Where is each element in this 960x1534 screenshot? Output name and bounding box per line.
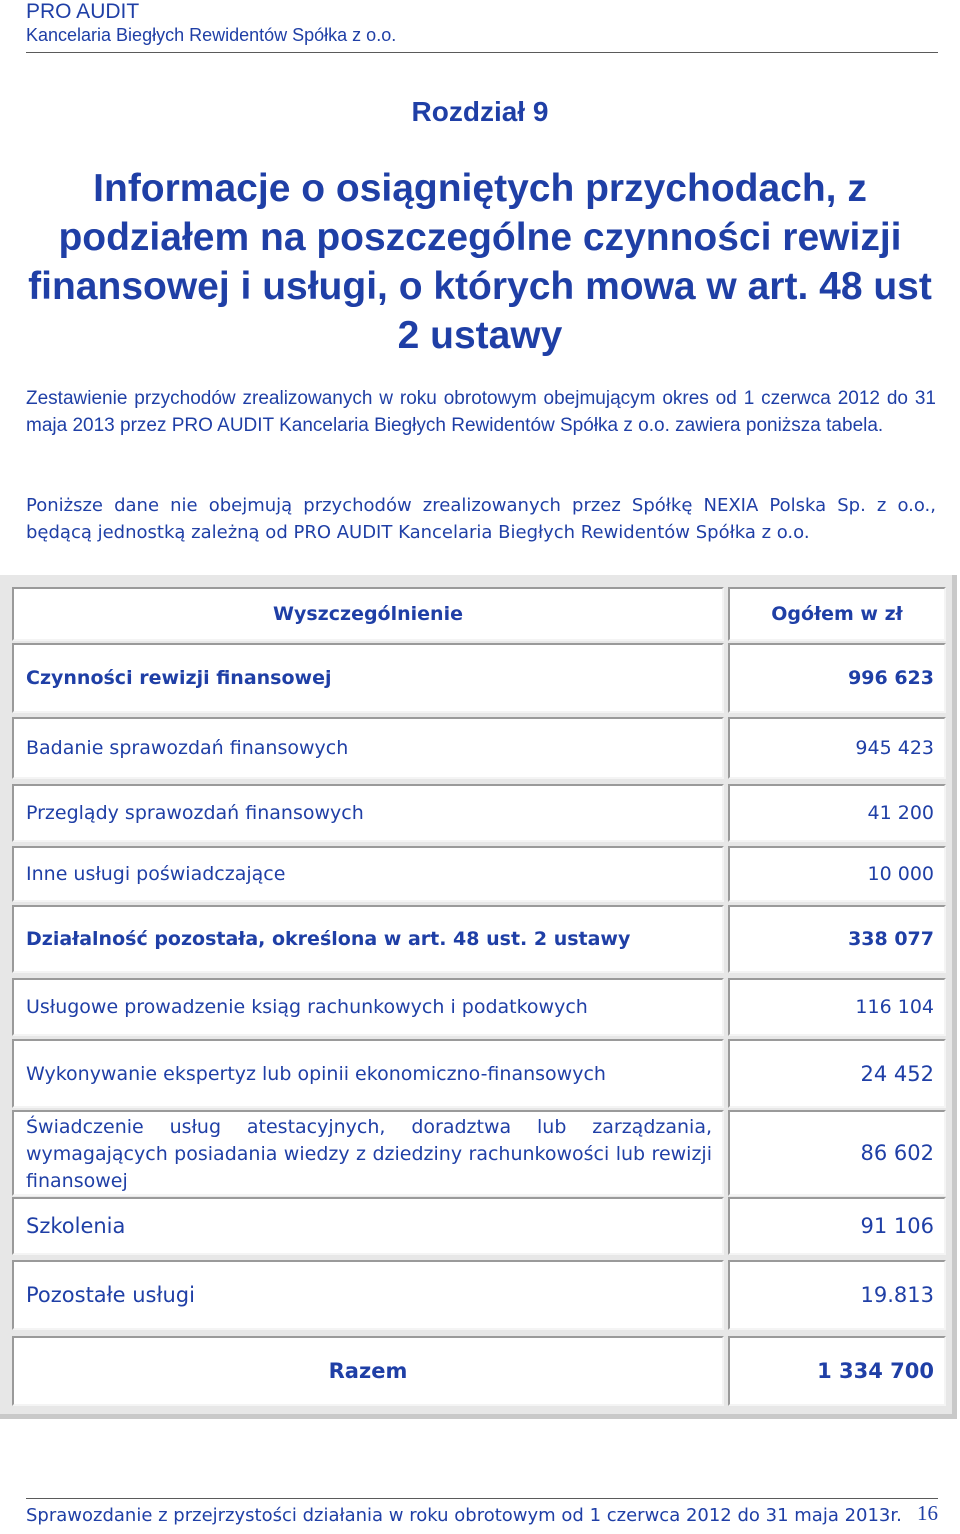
revenue-table (0, 575, 957, 1419)
total-label: Razem (12, 1336, 724, 1406)
row-label: Przeglądy sprawozdań finansowych (12, 784, 724, 842)
header-cell-total: Ogółem w zł (728, 587, 946, 641)
row-label: Wykonywanie ekspertyz lub opinii ekonomiczno-finansowych (12, 1039, 724, 1108)
row-label: Badanie sprawozdań finansowych (12, 717, 724, 779)
intro-paragraph: Zestawienie przychodów zrealizowanych w roku obrotowym obejmującym okres od 1 czerwca 2012 do 31 maja 2013 przez PRO AUDIT Kancelaria Biegłych Rewidentów Spółka z o.o. zawiera poniższa tabela. (26, 388, 936, 436)
row-value: 24 452 (728, 1039, 946, 1108)
header-subtitle: Kancelaria Biegłych Rewidentów Spółka z o.o. (26, 25, 397, 45)
row-value: 91 106 (728, 1197, 946, 1255)
table-row (12, 978, 946, 1036)
row-value: 10 000 (728, 846, 946, 902)
row-value: 945 423 (728, 717, 946, 779)
table-row (12, 846, 946, 902)
table-row (12, 1260, 946, 1330)
row-label: Inne usługi poświadczające (12, 846, 724, 902)
row-label: Świadczenie usług atestacyjnych, doradztwa lub zarządzania, wymagających posiadania wiedzy z dziedziny rachunkowości lub rewizji finansowej (12, 1110, 724, 1196)
row-value: 19.813 (728, 1260, 946, 1330)
table-total-row (12, 1336, 946, 1406)
row-value: 116 104 (728, 978, 946, 1036)
header-company: PRO AUDIT (26, 0, 140, 23)
row-value: 86 602 (728, 1110, 946, 1196)
chapter-heading: Rozdział 9 (411, 96, 549, 127)
row-label: Usługowe prowadzenie ksiąg rachunkowych i podatkowych (12, 978, 724, 1036)
row-value: 996 623 (728, 643, 946, 713)
table-row (12, 1197, 946, 1255)
row-label: Pozostałe usługi (12, 1260, 724, 1330)
header-cell-description: Wyszczególnienie (12, 587, 724, 641)
page-title: Informacje o osiągniętych przychodach, z podziałem na poszczególne czynności rewizji finansowej i usługi, o których mowa w art. 48 ust 2 ustawy (28, 167, 932, 357)
table-row (12, 784, 946, 842)
table-row (12, 905, 946, 973)
page-header (26, 0, 938, 53)
row-label: Czynności rewizji finansowej (12, 643, 724, 713)
page-footer (26, 1498, 938, 1531)
table-row (12, 1110, 946, 1196)
row-value: 338 077 (728, 905, 946, 973)
footer-text: Sprawozdanie z przejrzystości działania w roku obrotowym od 1 czerwca 2012 do 31 maja 2013r. (26, 1505, 902, 1526)
table-header-row (12, 587, 946, 641)
page-number: 16 (917, 1501, 938, 1525)
total-value: 1 334 700 (728, 1336, 946, 1406)
row-label: Szkolenia (12, 1197, 724, 1255)
table-row (12, 643, 946, 713)
note-paragraph: Poniższe dane nie obejmują przychodów zrealizowanych przez Spółkę NEXIA Polska Sp. z o.o., będącą jednostką zależną od PRO AUDIT Kancelaria Biegłych Rewidentów Spółka z o.o. (26, 495, 936, 543)
table-row (12, 717, 946, 779)
row-value: 41 200 (728, 784, 946, 842)
table-row (12, 1039, 946, 1108)
row-label: Działalność pozostała, określona w art. 48 ust. 2 ustawy (12, 905, 724, 973)
